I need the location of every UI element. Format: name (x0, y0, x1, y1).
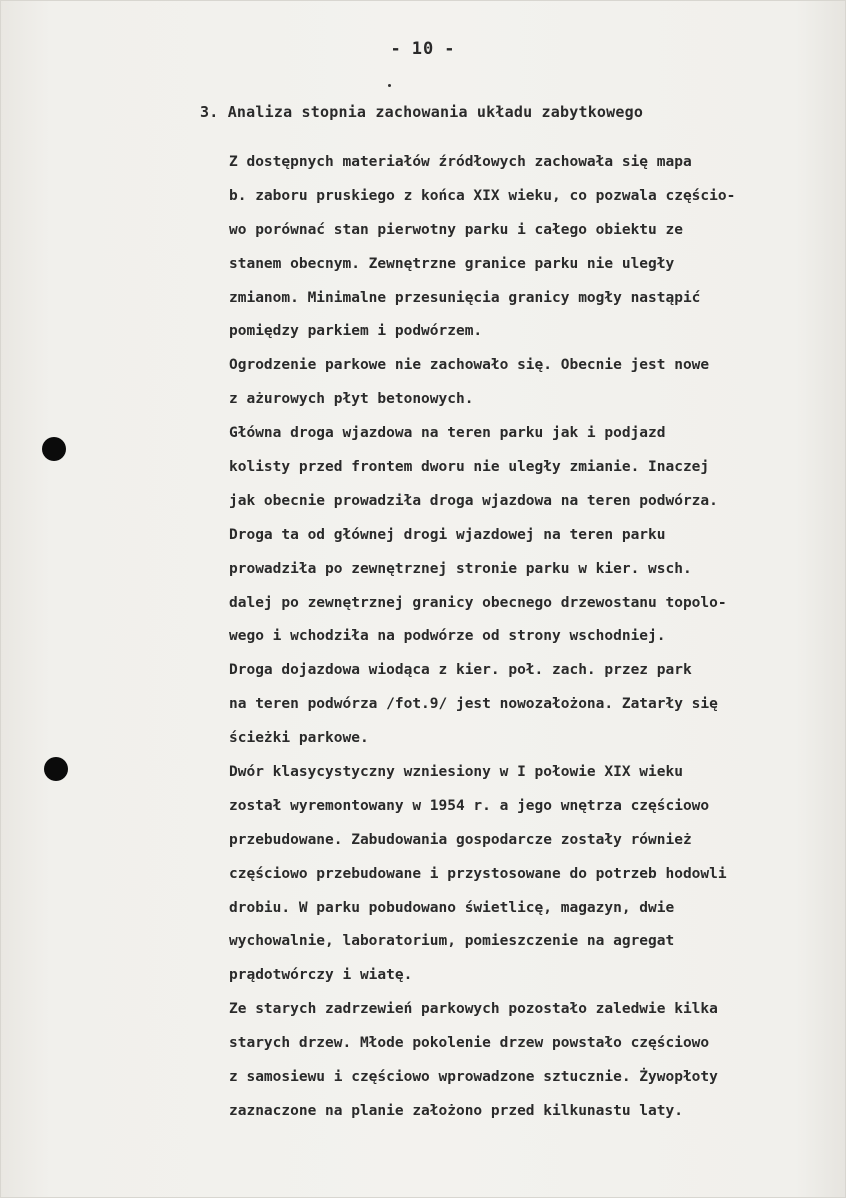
text-line: Główna droga wjazdowa na teren parku jak i podjazd (229, 425, 666, 442)
text-line: starych drzew. Młode pokolenie drzew powstało częściowo (229, 1035, 710, 1052)
text-line: Ogrodzenie parkowe nie zachowało się. Obecnie jest nowe (229, 357, 710, 374)
text-line: wo porównać stan pierwotny parku i całego obiektu ze (229, 221, 683, 238)
text-line: przebudowane. Zabudowania gospodarcze zostały również (229, 831, 692, 848)
page-number-dash-right: - (444, 39, 456, 59)
ink-speck (388, 84, 391, 87)
text-line: prowadziła po zewnętrznej stronie parku w kier. wsch. (229, 560, 692, 577)
text-line: częściowo przebudowane i przystosowane do potrzeb hodowli (229, 865, 727, 882)
text-line: prądotwórczy i wiatę. (229, 967, 413, 984)
text-line: z samosiewu i częściowo wprowadzone sztucznie. Żywopłoty (229, 1069, 718, 1086)
text-line: stanem obecnym. Zewnętrzne granice parku nie uległy (229, 255, 675, 272)
text-line: zmianom. Minimalne przesunięcia granicy mogły nastąpić (229, 289, 701, 306)
punch-hole-bottom (44, 757, 68, 781)
page-number-dash-left: - (390, 39, 402, 59)
text-line: na teren podwórza /fot.9/ jest nowozałożona. Zatarły się (229, 696, 718, 713)
punch-hole-top (42, 437, 66, 461)
text-line: ścieżki parkowe. (229, 730, 369, 747)
page-number-value: 10 (411, 39, 435, 59)
text-line: kolisty przed frontem dworu nie uległy zmianie. Inaczej (229, 459, 710, 476)
text-line: b. zaboru pruskiego z końca XIX wieku, co pozwala częścio- (229, 187, 736, 204)
text-line: jak obecnie prowadziła droga wjazdowa na teren podwórza. (229, 492, 718, 509)
body-text (229, 146, 829, 1129)
text-line: pomiędzy parkiem i podwórzem. (229, 323, 483, 340)
text-line: Dwór klasycystyczny wzniesiony w I połowie XIX wieku (229, 764, 683, 781)
text-line: Ze starych zadrzewień parkowych pozostało zaledwie kilka (229, 1001, 718, 1018)
text-line: z ażurowych płyt betonowych. (229, 391, 474, 408)
text-line: drobiu. W parku pobudowano świetlicę, magazyn, dwie (229, 899, 675, 916)
text-line: Z dostępnych materiałów źródłowych zachowała się mapa (229, 154, 692, 170)
text-line: Droga dojazdowa wiodąca z kier. poł. zach. przez park (229, 662, 692, 679)
section-heading: 3. Analiza stopnia zachowania układu zabytkowego (200, 103, 644, 121)
text-line: Droga ta od głównej drogi wjazdowej na teren parku (229, 526, 666, 543)
text-line: został wyremontowany w 1954 r. a jego wnętrza częściowo (229, 797, 710, 814)
page-number (0, 39, 846, 59)
text-line: wego i wchodziła na podwórze od strony wschodniej. (229, 628, 666, 645)
text-line: wychowalnie, laboratorium, pomieszczenie na agregat (229, 933, 675, 950)
text-line: zaznaczone na planie założono przed kilkunastu laty. (229, 1102, 683, 1119)
text-line: dalej po zewnętrznej granicy obecnego drzewostanu topolo- (229, 594, 727, 611)
